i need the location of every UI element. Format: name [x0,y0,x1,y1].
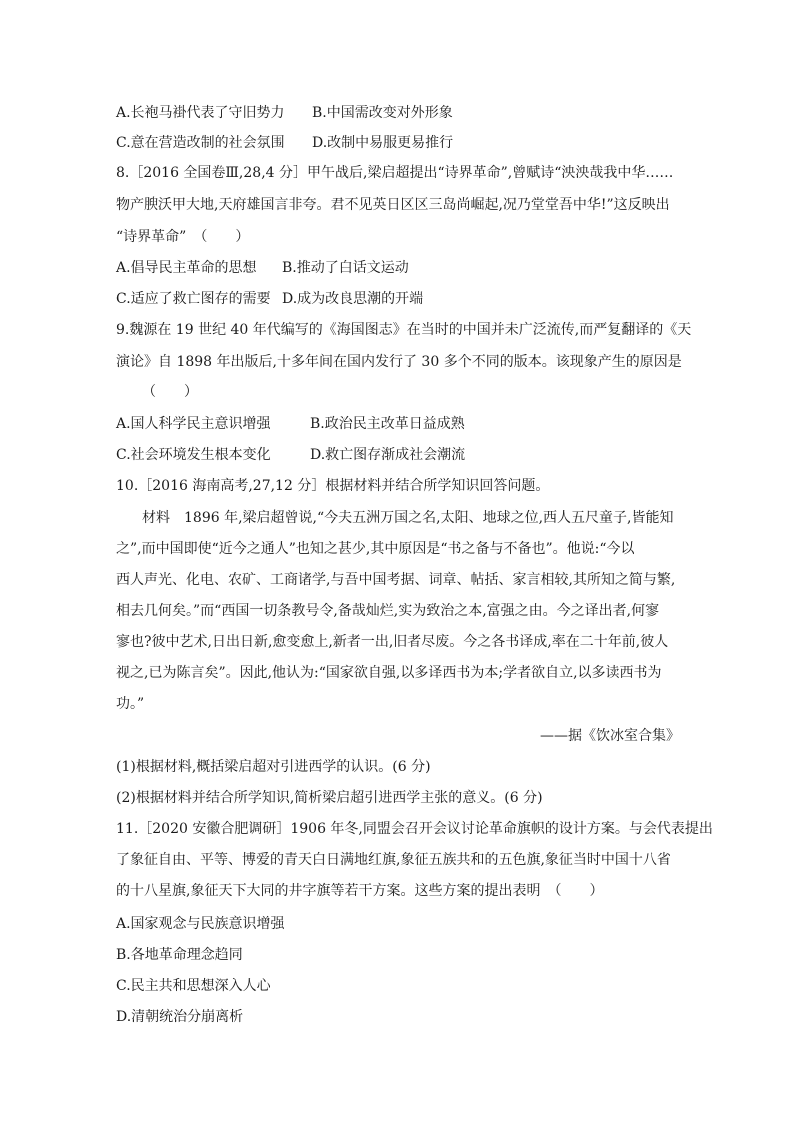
q10-material-line3: 西人声光、化电、农矿、工商诸学,与吾中国考据、词章、帖括、家言相较,其所知之简与繁, [116,572,676,588]
q9-option-a: A.国人科学民主意识增强 [116,416,271,432]
q10-source: ——据《饮冰室合集》 [540,728,680,744]
q9-stem-line2: 演论》自 1898 年出版后,十多年间在国内发行了 30 多个不同的版本。该现象产生的原因是 [116,354,682,370]
q11-option-b: B.各地革命理念趋同 [116,947,243,963]
q7-option-a: A.长袍马褂代表了守旧势力 [116,105,285,121]
q10-subquestion-2: (2)根据材料并结合所学知识,简析梁启超引进西学主张的意义。(6 分) [116,790,543,806]
q10-material-line2: 之”,而中国即使“近今之通人”也知之甚少,其中原因是“书之备与不备也”。他说:“今以 [116,541,635,557]
q11-stem-line3: 的十八星旗,象征天下大同的井字旗等若干方案。这些方案的提出表明 （ ） [116,883,604,899]
q11-stem-line1: 11.［2020 安徽合肥调研］1906 年冬,同盟会召开会议讨论革命旗帜的设计方案。与会代表提出 [116,821,713,837]
q8-option-a: A.倡导民主革命的思想 [116,260,257,276]
q8-option-d: D.成为改良思潮的开端 [282,291,424,307]
q10-material-line4: 相去几何矣。”而“西国一切条教号令,备哉灿烂,实为致治之本,富强之由。今之译出者,何寥 [116,603,660,619]
q9-stem-line1: 9.魏源在 19 世纪 40 年代编写的《海国图志》在当时的中国并未广泛流传,而严复翻译的《天 [116,322,692,338]
q10-material-line1: 材料 1896 年,梁启超曾说,“今夫五洲万国之名,太阳、地球之位,西人五尺童子,皆能知 [142,510,674,526]
q10-subquestion-1: (1)根据材料,概括梁启超对引进西学的认识。(6 分) [116,759,431,775]
q10-header: 10.［2016 海南高考,27,12 分］根据材料并结合所学知识回答问题。 [116,478,550,494]
q8-option-c: C.适应了救亡图存的需要 [116,291,271,307]
q8-option-b: B.推动了白话文运动 [282,260,409,276]
q8-stem-line2: 物产腴沃甲大地,天府雄国言非夸。君不见英日区区三岛尚崛起,况乃堂堂吾中华!”这反映出 [116,197,670,213]
q11-stem-line2: 了象征自由、平等、博爱的青天白日满地红旗,象征五族共和的五色旗,象征当时中国十八省 [116,852,671,868]
q8-stem-line3: “诗界革命” （ ） [116,229,250,245]
q10-material-line5: 寥也?彼中艺术,日出日新,愈变愈上,新者一出,旧者尽废。今之各书译成,率在二十年前,彼人 [116,634,669,650]
q9-option-d: D.救亡图存渐成社会潮流 [310,447,466,463]
q9-option-b: B.政治民主改革日益成熟 [310,416,465,432]
q11-option-d: D.清朝统治分崩离析 [116,1009,244,1025]
q7-option-b: B.中国需改变对外形象 [312,105,453,121]
q11-option-a: A.国家观念与民族意识增强 [116,916,285,932]
q10-material-line6: 视之,已为陈言矣”。因此,他认为:“国家欲自强,以多译西书为本;学者欲自立,以多读西书为 [116,665,662,681]
q9-option-c: C.社会环境发生根本变化 [116,447,271,463]
q7-option-c: C.意在营造改制的社会氛围 [116,135,285,151]
q9-stem-line3: （ ） [142,384,198,400]
q7-option-d: D.改制中易服更易推行 [312,135,454,151]
q10-material-line7: 功。” [116,696,145,712]
q11-option-c: C.民主共和思想深入人心 [116,978,271,994]
q8-stem-line1: 8.［2016 全国卷Ⅲ,28,4 分］甲午战后,梁启超提出“诗界革命”,曾赋诗“泱泱哉我中华…… [116,165,674,181]
